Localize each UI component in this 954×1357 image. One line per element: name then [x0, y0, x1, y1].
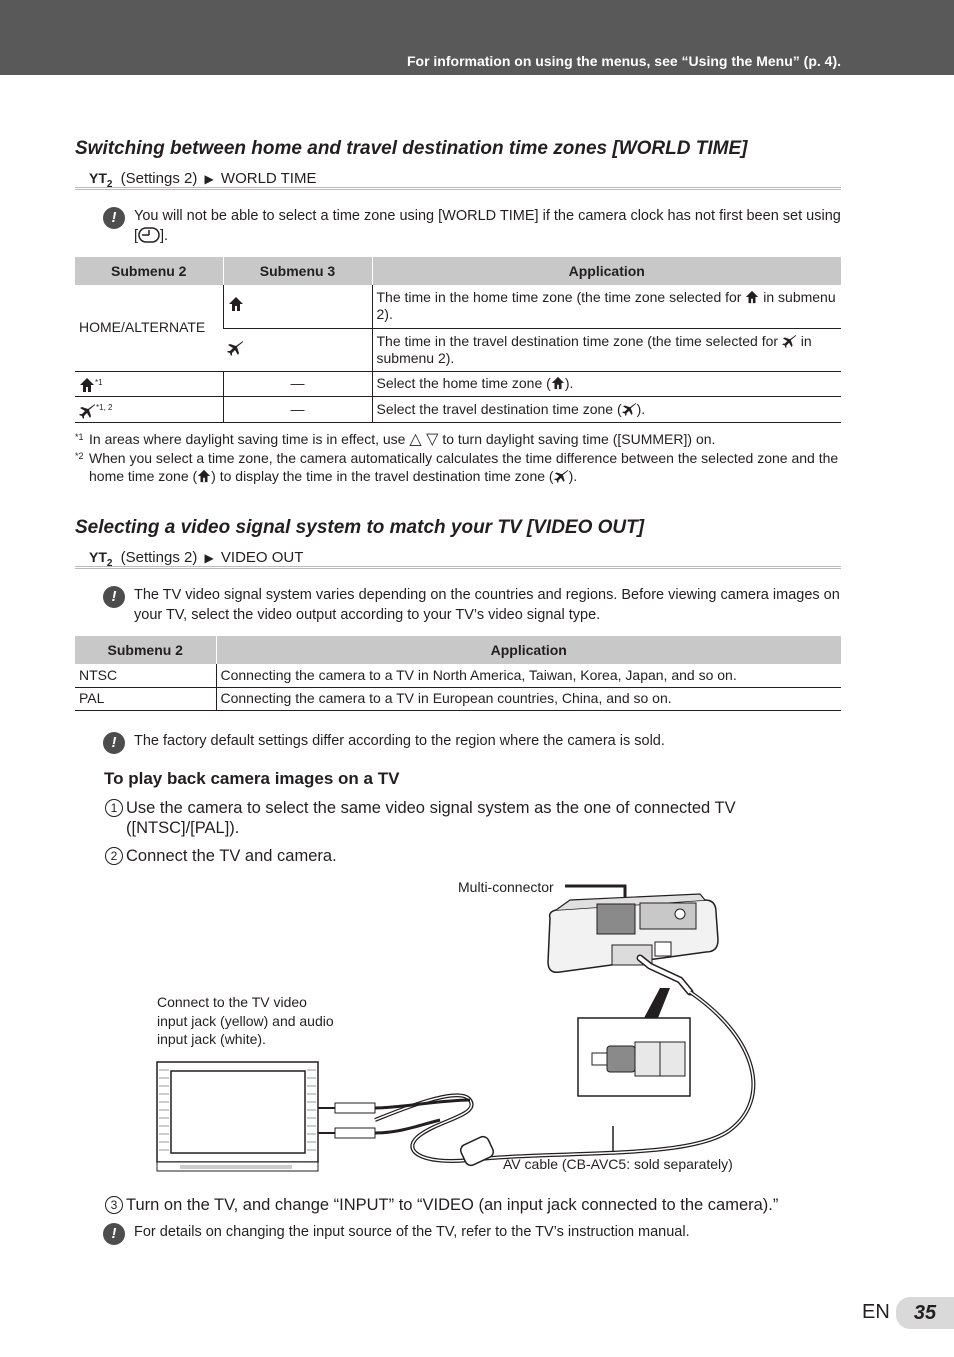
- world-time-menu-path: [75, 170, 841, 190]
- video-out-table: [75, 636, 841, 711]
- step-text: Use the camera to select the same video signal system as the one of connected TV ([NTSC]/[PAL]).: [126, 799, 736, 837]
- multi-connector-caption: Multi-connector: [458, 879, 554, 895]
- home-icon: [197, 469, 211, 483]
- travel-row-label: *1, 2: [75, 397, 223, 423]
- video-out-note: [103, 585, 843, 625]
- tv-jack-caption: Connect to the TV video input jack (yellow) and audio input jack (white).: [157, 994, 334, 1047]
- connection-diagram: [150, 870, 770, 1190]
- travel-app-cell: The time in the travel destination time zone (the time selected for in submenu 2).: [372, 328, 841, 371]
- home-app-cell: The time in the home time zone (the time zone selected for in submenu 2).: [372, 285, 841, 328]
- note-text: You will not be able to select a time zone using [WORLD TIME] if the camera clock has not first been set using [: [134, 208, 841, 244]
- settings-icon: $YT_2$: [89, 170, 113, 190]
- step-number: 3: [105, 1196, 123, 1214]
- pal-name: PAL: [75, 687, 216, 710]
- note-end: ].: [160, 228, 169, 244]
- up-down-icon: △ ▽: [409, 431, 439, 448]
- step-text: Turn on the TV, and change “INPUT” to “VIDEO (an input jack connected to the camera).”: [126, 1196, 779, 1214]
- settings-icon: $YT_2$: [89, 549, 113, 569]
- world-time-table: [75, 257, 841, 423]
- home-row-dash: —: [223, 371, 372, 397]
- warning-icon: !: [103, 207, 125, 229]
- world-time-title: Switching between home and travel destination time zones [WORLD TIME]: [75, 138, 748, 159]
- warning-icon: !: [103, 586, 125, 608]
- playback-heading: To play back camera images on a TV: [104, 769, 400, 788]
- home-row-label: *1: [75, 371, 223, 397]
- note-text: The TV video signal system varies depending on the countries and regions. Before viewing camera images on your TV, select the video output according to your TV’s video signal type.: [134, 587, 840, 623]
- path-item-label: WORLD TIME: [220, 170, 317, 187]
- home-icon: [228, 296, 244, 312]
- language-label: EN: [862, 1301, 890, 1323]
- camera-illustration: [548, 894, 718, 972]
- rca-plugs: [318, 1100, 470, 1138]
- footnote-1: *1 In areas where daylight saving time is in effect, use △ ▽ to turn daylight saving time ([SUMMER]) on.: [75, 431, 716, 448]
- clock-icon: [138, 227, 160, 243]
- input-source-note: [103, 1222, 843, 1242]
- col-submenu2: Submenu 2: [75, 636, 216, 664]
- home-row-app: Select the home time zone ( ).: [372, 371, 841, 397]
- header-text: For information on using the menus, see “Using the Menu” (p. 4).: [406, 53, 841, 69]
- default-settings-note: [103, 731, 843, 751]
- airplane-icon: [622, 402, 637, 416]
- warning-icon: !: [103, 1223, 125, 1245]
- plane-icon-cell: [223, 328, 372, 371]
- note-text: For details on changing the input source of the TV, refer to the TV’s instruction manual.: [134, 1224, 690, 1240]
- arrow-right-icon: ▶: [204, 172, 214, 186]
- video-out-menu-path: [75, 549, 841, 569]
- path-settings-label: (Settings 2): [120, 170, 198, 187]
- home-icon-cell: [223, 285, 372, 328]
- step-number: 1: [105, 799, 123, 817]
- col-submenu2: Submenu 2: [75, 257, 223, 285]
- page-number: 35: [896, 1297, 954, 1329]
- step-number: 2: [105, 847, 123, 865]
- arrow-right-icon: ▶: [204, 551, 214, 565]
- airplane-icon: [227, 340, 244, 356]
- world-time-note: [103, 206, 843, 246]
- home-icon: [745, 290, 759, 304]
- col-application: Application: [372, 257, 841, 285]
- home-icon: [551, 376, 565, 390]
- travel-row-dash: —: [223, 397, 372, 423]
- ntsc-app: Connecting the camera to a TV in North America, Taiwan, Korea, Japan, and so on.: [216, 664, 841, 687]
- note-text: The factory default settings differ according to the region where the camera is sold.: [134, 733, 665, 749]
- path-item-label: VIDEO OUT: [220, 549, 304, 566]
- warning-icon: !: [103, 732, 125, 754]
- col-application: Application: [216, 636, 841, 664]
- footnote-2: *2 When you select a time zone, the camera automatically calculates the time difference between the selected zone and the home time zone ( ) to display the time in the travel destination time zone ( ).: [75, 450, 839, 484]
- av-cable-caption: AV cable (CB-AVC5: sold separately): [503, 1156, 733, 1172]
- video-out-title: Selecting a video signal system to match your TV [VIDEO OUT]: [75, 517, 645, 538]
- header-bar: [0, 0, 954, 75]
- home-icon: [79, 377, 95, 393]
- airplane-icon: [79, 403, 96, 419]
- ntsc-name: NTSC: [75, 664, 216, 687]
- step-text: Connect the TV and camera.: [126, 847, 337, 865]
- step-3: [105, 1195, 825, 1215]
- step-1: [105, 798, 825, 838]
- path-settings-label: (Settings 2): [120, 549, 198, 566]
- step-2: [105, 846, 825, 866]
- travel-row-app: Select the travel destination time zone ( ).: [372, 397, 841, 423]
- airplane-icon: [554, 469, 569, 483]
- airplane-icon: [782, 334, 797, 348]
- tv-illustration: [157, 1062, 318, 1171]
- col-submenu3: Submenu 3: [223, 257, 372, 285]
- pal-app: Connecting the camera to a TV in European countries, China, and so on.: [216, 687, 841, 710]
- home-alternate-cell: HOME/ALTERNATE: [75, 285, 223, 371]
